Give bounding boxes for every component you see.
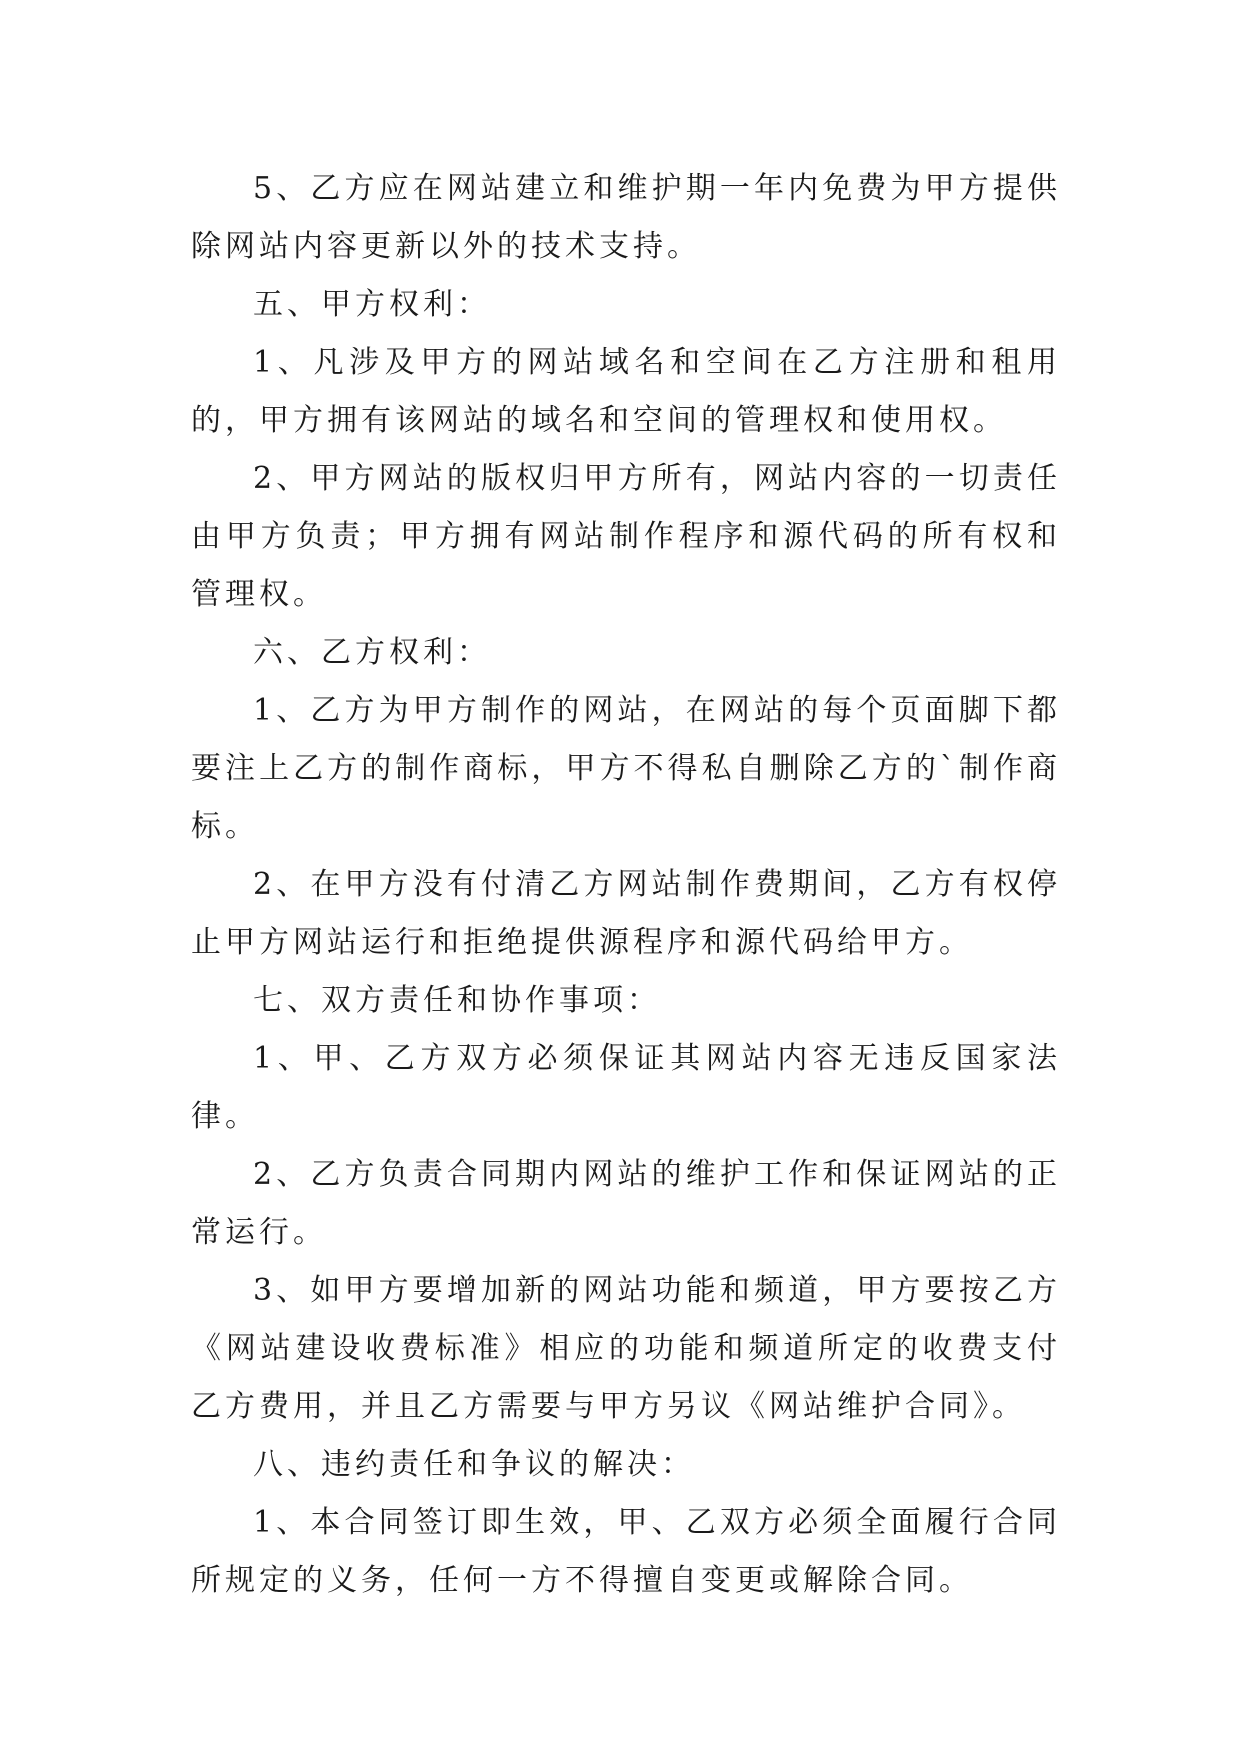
section-heading-breach-disputes: 八、违约责任和争议的解决：: [253, 1447, 695, 1482]
clause-j1-legal-content: 1、甲、乙方双方必须保证其网站内容无违反国家法律。: [191, 1041, 1061, 1134]
clause-b2-payment: 2、在甲方没有付清乙方网站制作费期间，乙方有权停止甲方网站运行和拒绝提供源程序和源代码给甲方。: [191, 867, 1061, 960]
section-heading-joint-responsibilities: 七、双方责任和协作事项：: [253, 983, 661, 1018]
clause-5-free-support: 5、乙方应在网站建立和维护期一年内免费为甲方提供除网站内容更新以外的技术支持。: [191, 171, 1061, 264]
document-body: [191, 160, 1061, 1610]
clause-j3-new-features: 3、如甲方要增加新的网站功能和频道，甲方要按乙方《网站建设收费标准》相应的功能和频道所定的收费支付乙方费用，并且乙方需要与甲方另议《网站维护合同》。: [191, 1273, 1061, 1424]
clause-b1-trademark: 1、乙方为甲方制作的网站，在网站的每个页面脚下都要注上乙方的制作商标，甲方不得私自删除乙方的`制作商标。: [191, 693, 1061, 844]
clause-a2-copyright: 2、甲方网站的版权归甲方所有，网站内容的一切责任由甲方负责；甲方拥有网站制作程序和源代码的所有权和管理权。: [191, 461, 1061, 612]
section-heading-party-b-rights: 六、乙方权利：: [253, 635, 491, 670]
clause-d1-effectiveness: 1、本合同签订即生效，甲、乙双方必须全面履行合同所规定的义务，任何一方不得擅自变更或解除合同。: [191, 1505, 1061, 1598]
section-heading-party-a-rights: 五、甲方权利：: [253, 287, 491, 322]
clause-j2-maintenance: 2、乙方负责合同期内网站的维护工作和保证网站的正常运行。: [191, 1157, 1061, 1250]
clause-a1-domain-rights: 1、凡涉及甲方的网站域名和空间在乙方注册和租用的，甲方拥有该网站的域名和空间的管理权和使用权。: [191, 345, 1061, 438]
